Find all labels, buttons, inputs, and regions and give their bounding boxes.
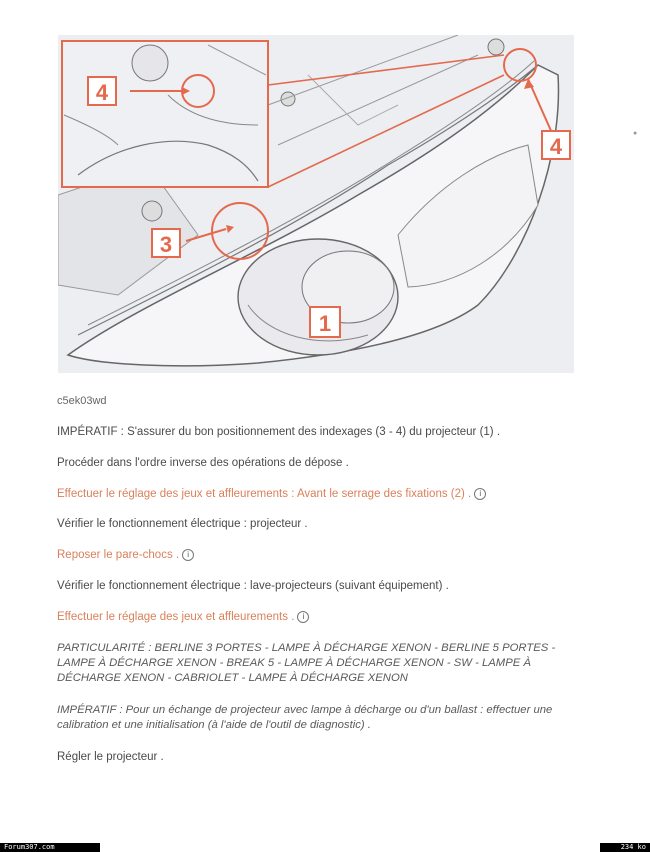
paragraph-reglage-row — [57, 610, 577, 625]
figure-caption: c5ek03wd — [57, 395, 107, 407]
reposer-pare-chocs-link[interactable]: Reposer le pare-chocs . — [57, 549, 180, 561]
paragraph-imperatif-indexages: IMPÉRATIF : S'assurer du bon positionnement des indexages (3 - 4) du projecteur (1) . — [57, 426, 501, 438]
paragraph-particularite: PARTICULARITÉ : BERLINE 3 PORTES - LAMPE À DÉCHARGE XENON - BERLINE 5 PORTES - LAMPE À DÉCHARGE XENON - BREAK 5 - LAMPE À DÉCHARGE XENON - SW - LAMPE À DÉCHARGE XENON - CABRIOLET - LAMPE À DÉCHARGE XENON — [57, 642, 556, 684]
callout-4-main: 4 — [549, 134, 563, 159]
paragraph-pare-chocs-row — [57, 548, 577, 563]
scan-speck: ● — [633, 130, 638, 137]
paragraph-ordre-inverse: Procéder dans l'ordre inverse des opérations de dépose . — [57, 457, 349, 469]
paragraph-regler-projecteur: Régler le projecteur . — [57, 751, 164, 763]
paragraph-imperatif-echange: IMPÉRATIF : Pour un échange de projecteur avec lampe à décharge ou d'un ballast : effectuer une calibration et une initialisation (à l'aide de l'outil de diagnostic) . — [57, 704, 553, 731]
paragraph-reglage-link-row — [57, 487, 577, 502]
reglage-jeux-link[interactable]: Effectuer le réglage des jeux et affleurements . — [57, 611, 295, 623]
headlight-line-art — [58, 35, 574, 373]
footer-size-label: 234 ko — [600, 843, 650, 852]
info-icon[interactable]: i — [297, 611, 309, 623]
footer-site-label: Forum307.com — [0, 843, 100, 852]
paragraph-lave-projecteurs: Vérifier le fonctionnement électrique : lave-projecteurs (suivant équipement) . — [57, 580, 449, 592]
info-icon[interactable]: i — [474, 488, 486, 500]
paragraph-verifier-projecteur: Vérifier le fonctionnement électrique : projecteur . — [57, 518, 308, 530]
reglage-fixations-link[interactable]: Effectuer le réglage des jeux et affleurements : Avant le serrage des fixations (2) . — [57, 488, 472, 500]
callout-4-inset: 4 — [95, 80, 109, 105]
info-icon[interactable]: i — [182, 549, 194, 561]
callout-1: 1 — [318, 311, 332, 336]
callout-3: 3 — [159, 232, 173, 257]
headlight-diagram — [58, 35, 574, 373]
